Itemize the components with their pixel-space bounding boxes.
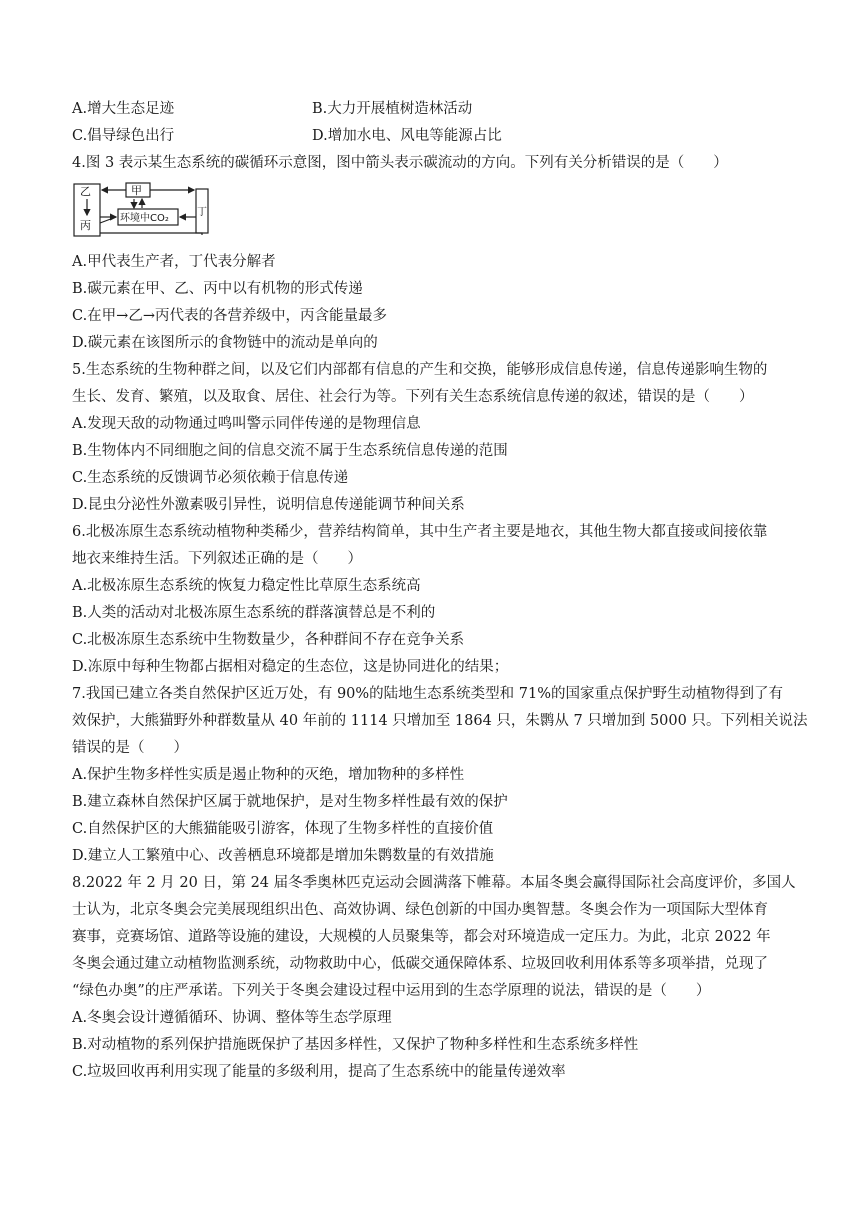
q3-option-d: D.增加水电、风电等能源占比 <box>312 128 502 144</box>
q6-option-c: C.北极冻原生态系统中生物数量少，各种群间不存在竞争关系 <box>72 632 465 648</box>
q4-option-b: B.碳元素在甲、乙、丙中以有机物的形式传递 <box>72 281 363 297</box>
q5-option-a: A.发现天敌的动物通过鸣叫警示同伴传递的是物理信息 <box>72 416 421 432</box>
q3-options-row-2 <box>72 123 792 150</box>
q8-stem-line-4: 冬奥会通过建立动植物监测系统，动物救助中心，低碳交通保障体系、垃圾回收利用体系等多项举措，兑现了 <box>72 956 768 972</box>
q5-option-d: D.昆虫分泌性外激素吸引异性，说明信息传递能调节种间关系 <box>72 497 465 513</box>
q7-option-c: C.自然保护区的大熊猫能吸引游客，体现了生物多样性的直接价值 <box>72 821 494 837</box>
q7-option-a: A.保护生物多样性实质是遏止物种的灭绝，增加物种的多样性 <box>72 767 465 783</box>
q7-option-b: B.建立森林自然保护区属于就地保护，是对生物多样性最有效的保护 <box>72 794 508 810</box>
carbon-cycle-diagram <box>72 181 212 239</box>
q3-option-c: C.倡导绿色出行 <box>72 128 175 144</box>
q3-option-a: A.增大生态足迹 <box>72 101 175 117</box>
q8-option-a: A.冬奥会设计遵循循环、协调、整体等生态学原理 <box>72 1010 392 1026</box>
q7-option-d: D.建立人工繁殖中心、改善栖息环境都是增加朱鹮数量的有效措施 <box>72 848 494 864</box>
q8-stem-line-5: “绿色办奥”的庄严承诺。下列关于冬奥会建设过程中运用到的生态学原理的说法，错误的是（ ） <box>72 983 711 999</box>
q3-options-row-1 <box>72 96 792 123</box>
label-yi: 乙 <box>80 185 91 198</box>
q8-option-b: B.对动植物的系列保护措施既保护了基因多样性，又保护了物种多样性和生态系统多样性 <box>72 1037 639 1053</box>
q7-stem-line-2: 效保护，大熊猫野外种群数量从 40 年前的 1114 只增加至 1864 只，朱鹮从 7 只增加到 5000 只。下列相关说法 <box>72 713 808 729</box>
q8-stem-line-2: 士认为，北京冬奥会完美展现组织出色、高效协调、绿色创新的中国办奥智慧。冬奥会作为一项国际大型体育 <box>72 902 768 918</box>
q6-option-d: D.冻原中每种生物都占据相对稳定的生态位，这是协同进化的结果； <box>72 659 509 675</box>
q7-stem-line-3: 错误的是（ ） <box>72 740 188 756</box>
q5-option-c: C.生态系统的反馈调节必须依赖于信息传递 <box>72 470 349 486</box>
carbon-cycle-figure <box>72 181 792 239</box>
exam-page <box>72 96 808 1086</box>
label-co2: 环境中CO₂ <box>120 213 169 224</box>
q4-option-c: C.在甲→乙→丙代表的各营养级中，丙含能量最多 <box>72 308 387 324</box>
q8-option-c: C.垃圾回收再利用实现了能量的多级利用，提高了生态系统中的能量传递效率 <box>72 1064 566 1080</box>
q6-option-b: B.人类的活动对北极冻原生态系统的群落演替总是不利的 <box>72 605 436 621</box>
q5-option-b: B.生物体内不同细胞之间的信息交流不属于生态系统信息传递的范围 <box>72 443 508 459</box>
q4-option-a: A.甲代表生产者，丁代表分解者 <box>72 254 276 270</box>
label-jia: 甲 <box>131 184 142 197</box>
q6-stem-line-1: 6.北极冻原生态系统动植物种类稀少，营养结构简单，其中生产者主要是地衣，其他生物大都直接或间接依靠 <box>72 524 768 540</box>
label-ding: 丁 <box>197 207 207 218</box>
q5-stem-line-2: 生长、发育、繁殖，以及取食、居住、社会行为等。下列有关生态系统信息传递的叙述，错误的是（ ） <box>72 389 754 405</box>
q4-option-d: D.碳元素在该图所示的食物链中的流动是单向的 <box>72 335 378 351</box>
q5-stem-line-1: 5.生态系统的生物种群之间，以及它们内部都有信息的产生和交换，能够形成信息传递，信息传递影响生物的 <box>72 362 768 378</box>
q6-stem-line-2: 地衣来维持生活。下列叙述正确的是（ ） <box>72 551 362 567</box>
q4-stem: 4.图 3 表示某生态系统的碳循环示意图，图中箭头表示碳流动的方向。下列有关分析错误的是（ ） <box>72 155 728 171</box>
q6-option-a: A.北极冻原生态系统的恢复力稳定性比草原生态系统高 <box>72 578 421 594</box>
q8-stem-line-3: 赛事，竞赛场馆、道路等设施的建设，大规模的人员聚集等，都会对环境造成一定压力。为此，北京 2022 年 <box>72 929 771 945</box>
q8-stem-line-1: 8.2022 年 2 月 20 日，第 24 届冬季奥林匹克运动会圆满落下帷幕。本届冬奥会赢得国际社会高度评价，多国人 <box>72 875 796 891</box>
q3-option-b: B.大力开展植树造林活动 <box>312 101 473 117</box>
label-bing: 丙 <box>80 219 91 232</box>
q7-stem-line-1: 7.我国已建立各类自然保护区近万处，有 90%的陆地生态系统类型和 71%的国家重点保护野生动植物得到了有 <box>72 686 784 702</box>
